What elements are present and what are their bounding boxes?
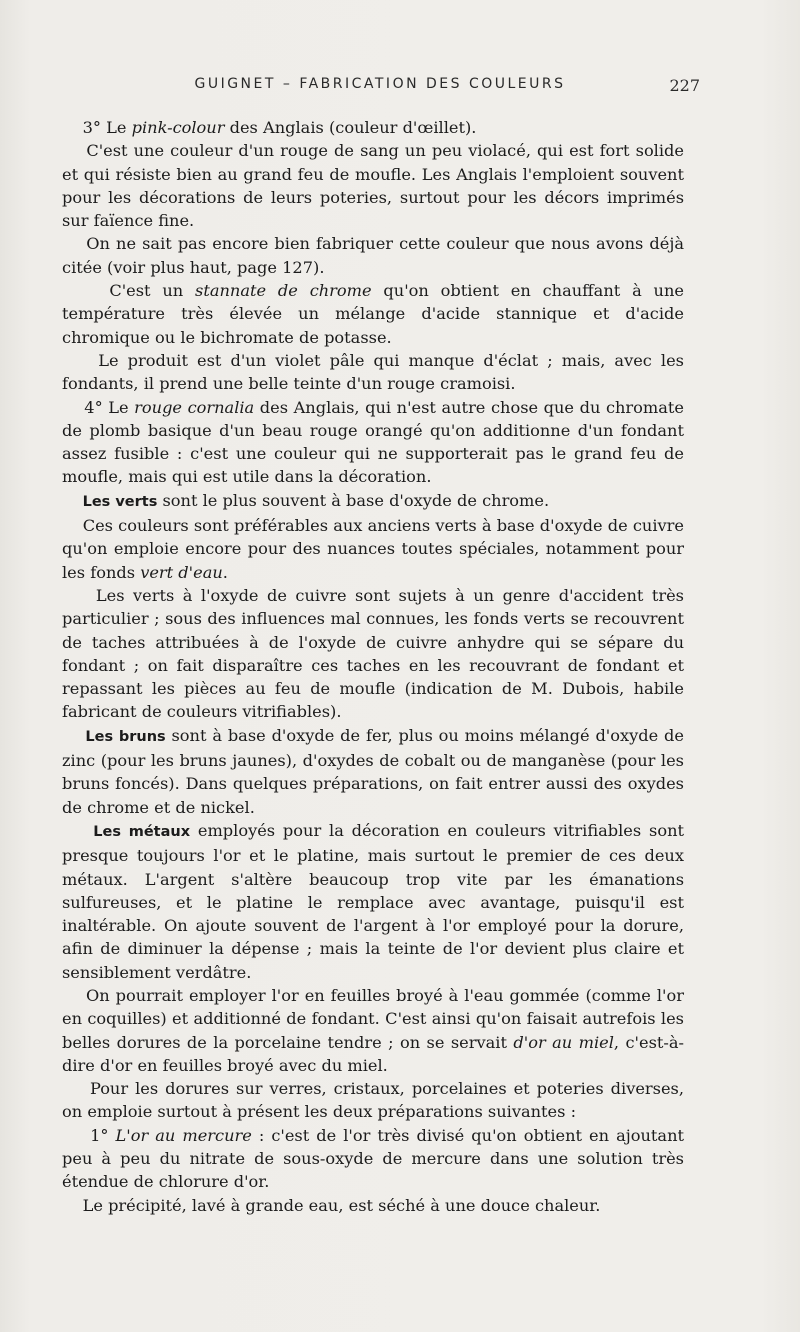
paragraph-les-bruns: Les bruns sont à base d'oxyde de fer, plus ou moins mélangé d'oxyde de zinc (pour les bruns jaunes), d'oxydes de cobalt ou de manganèse (pour les bruns foncés). Dans quelques préparations, on fait entrer aussi des oxydes de chrome et de nickel. (62, 725, 684, 817)
body-text (62, 116, 684, 1217)
paragraph: C'est un stannate de chrome qu'on obtient en chauffant à une température très élevée un mélange d'acide stannique et d'acide chromique ou le bichromate de potasse. (62, 281, 684, 347)
paragraph-les-verts: Les verts sont le plus souvent à base d'oxyde de chrome. (82, 490, 550, 510)
running-head (60, 76, 700, 100)
paragraph: Le précipité, lavé à grande eau, est séché à une douce chaleur. (82, 1195, 601, 1215)
paragraph-rouge-cornalia: 4° Le rouge cornalia des Anglais, qui n'est autre chose que du chromate de plomb basique d'un beau rouge orangé qu'on additionne d'un fondant assez fusible : c'est une couleur qui ne supporterait pas le grand feu de moufle, mais qui est utile dans la décoration. (62, 397, 684, 487)
paragraph-or-au-mercure: 1° L'or au mercure : c'est de l'or très divisé qu'on obtient en ajoutant peu à peu du nitrate de sous-oxyde de mercure dans une solution très étendue de chlorure d'or. (62, 1125, 685, 1192)
paragraph-pink-colour: 3° Le pink-colour des Anglais (couleur d'œillet). (82, 118, 477, 137)
paragraph: Les verts à l'oxyde de cuivre sont sujets à un genre d'accident très particulier ; sous des influences mal connues, les fonds verts se recouvrent de taches attribuées à de l'oxyde de cuivre anhydre qui se sépare du fondant ; on fait disparaître ces taches en les recouvrant de fondant et repassant les pièces au feu de moufle (indication de M. Dubois, habile fabricant de couleurs vitrifiables). (62, 585, 684, 722)
paragraph: On pourrait employer l'or en feuilles broyé à l'eau gommée (comme l'or en coquilles) et additionné de fondant. C'est ainsi qu'on faisait autrefois les belles dorures de la porcelaine tendre ; on se servait d'or au miel, c'est-à-dire d'or en feuilles broyé avec du miel. (62, 985, 684, 1075)
page-number: 227 (669, 76, 700, 95)
paragraph: C'est une couleur d'un rouge de sang un peu violacé, qui est fort solide et qui résiste bien au grand feu de moufle. Les Anglais l'emploient souvent pour les décorations de leurs poteries, surtout pour les décors imprimés sur faïence fine. (62, 141, 684, 231)
running-title: GUIGNET – FABRICATION DES COULEURS (194, 76, 566, 92)
paragraph: Ces couleurs sont préférables aux anciens verts à base d'oxyde de cuivre qu'on emploie encore pour des nuances toutes spéciales, notamment pour les fonds vert d'eau. (62, 516, 684, 582)
paragraph: Le produit est d'un violet pâle qui manque d'éclat ; mais, avec les fondants, il prend une belle teinte d'un rouge cramoisi. (62, 350, 684, 394)
paragraph: On ne sait pas encore bien fabriquer cette couleur que nous avons déjà citée (voir plus haut, page 127). (62, 234, 684, 277)
paragraph: Pour les dorures sur verres, cristaux, porcelaines et poteries diverses, on emploie surtout à présent les deux préparations suivantes : (62, 1079, 684, 1122)
paragraph-les-metaux: Les métaux employés pour la décoration en couleurs vitrifiables sont presque toujours l'or et le platine, mais surtout le premier de ces deux métaux. L'argent s'altère beaucoup trop vite par les émanations sulfureuses, et le platine le remplace avec avantage, puisqu'il est inaltérable. On ajoute souvent de l'argent à l'or employé pour la dorure, afin de diminuer la dépense ; mais la teinte de l'or devient plus claire et sensiblement verdâtre. (62, 820, 684, 982)
